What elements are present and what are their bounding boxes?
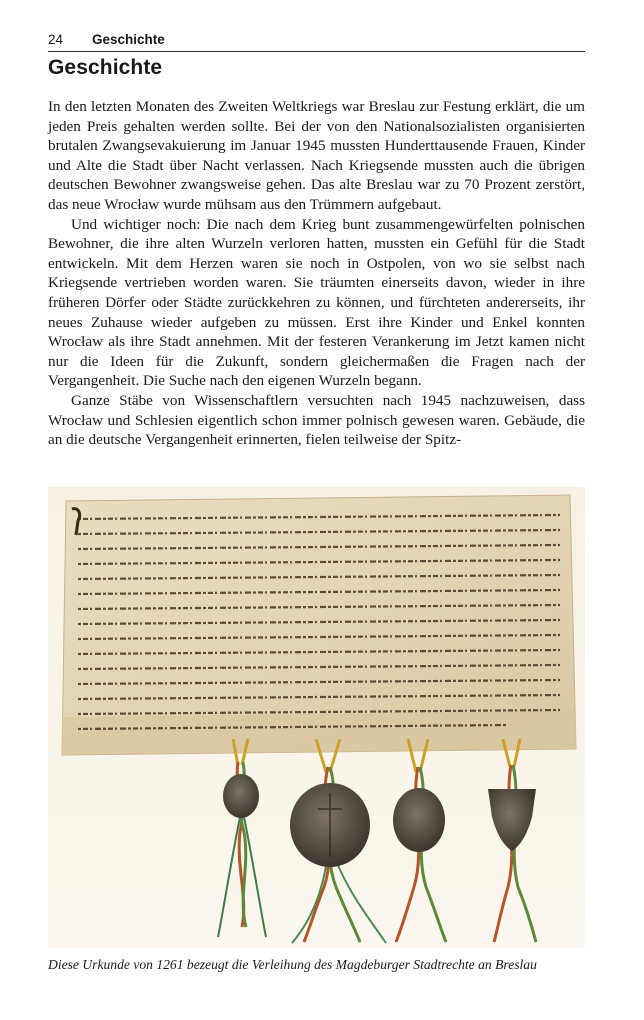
- running-head: [48, 31, 585, 52]
- seal-1: [218, 739, 266, 937]
- charter-illustration: [48, 487, 585, 948]
- page-number: 24: [48, 32, 64, 47]
- charter-photo: [48, 487, 585, 948]
- seal-4: [488, 739, 536, 942]
- chapter-title: Geschichte: [48, 56, 163, 79]
- paragraph-2: Und wichtiger noch: Die nach dem Krieg bunt zusammengewürfelten polnischen Bewohner, die ihre alten Wurzeln verloren hatten, mussten ein Gefühl für die Stadt entwickeln. Mit dem Herzen waren sie noch in Ostpolen, von wo sie selbst nach Kriegsende vertrieben worden waren. Sie träumten einerseits davon, wieder in ihre früheren Dörfer oder Städte zurückkehren zu können, und fürchteten andererseits, ihr neues Zuhause wieder aufgeben zu müssen. Erst ihre Kinder und Enkel konnten Wrocław als ihre Stadt annehmen. Mit der festeren Verankerung im Jetzt kamen nicht nur die Ideen für die Zukunft, sondern gleichermaßen die Fragen nach der Vergangenheit. Die Suche nach den eigenen Wurzeln begann.: [48, 215, 585, 390]
- seal-2: [290, 739, 386, 943]
- seal-3: [393, 739, 446, 942]
- running-head-section: Geschichte: [92, 32, 165, 47]
- paragraph-1: In den letzten Monaten des Zweiten Weltkriegs war Breslau zur Festung erklärt, die um jeden Preis gehalten werden sollte. Bei der von den Nationalsozialisten organisierten brutalen Zwangsevakuierung im Januar 1945 mussten Hunderttausende Frauen, Kinder und Alte die Stadt über Nacht verlassen. Nach Kriegsende mussten auch die übrigen deutschen Bewohner zwangsweise gehen. Das alte Breslau war zu 70 Prozent zerstört, das neue Wrocław wurde mühsam aus den Trümmern aufgebaut.: [48, 98, 585, 213]
- paragraph-3: Ganze Stäbe von Wissenschaftlern versuchten nach 1945 nachzuweisen, dass Wrocław und Schlesien eigentlich schon immer polnisch gewesen waren. Gebäude, die an die deutsche Vergangenheit erinnerten, fielen teilweise der Spitz-: [48, 391, 585, 449]
- body-text: [48, 97, 585, 450]
- figure-caption: Diese Urkunde von 1261 bezeugt die Verleihung des Magdeburger Stadtrechte an Breslau: [48, 957, 537, 972]
